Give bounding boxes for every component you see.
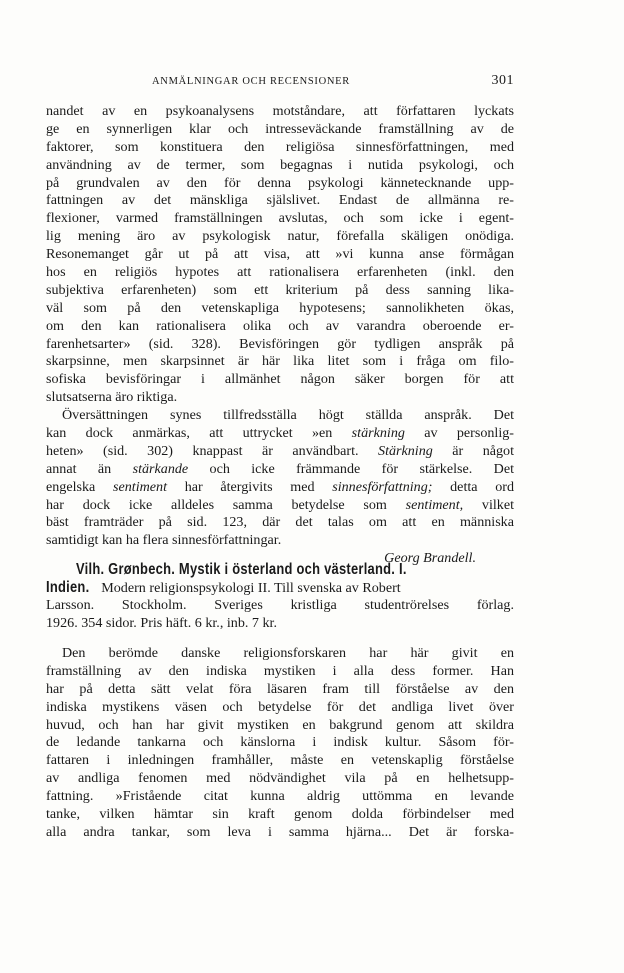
text-segment: Översättningen synes tillfredsställa högt ställda anspråk. Det	[62, 407, 514, 424]
text-line	[46, 443, 514, 461]
text-line: av andliga fenomen med nödvändighet vila på en helhetsupp-	[46, 770, 514, 787]
text-line: de ledande tankarna och känslorna i indisk kultur. Såsom för-	[46, 734, 514, 751]
text-line: 1926. 354 sidor. Pris häft. 6 kr., inb. 7 kr.	[46, 614, 277, 631]
text-segment: kan dock anmärkas, att uttrycket »en	[46, 425, 352, 442]
text-segment: vilket	[463, 496, 514, 513]
italic-term: stärkning	[351, 425, 405, 442]
running-title: ANMÄLNINGAR OCH RECENSIONER	[152, 76, 350, 87]
text-segment: har dock icke alldeles samma betydelse som	[46, 496, 406, 513]
text-line	[46, 497, 514, 515]
text-line	[46, 479, 514, 497]
text-line: slutsatserna äro riktiga.	[46, 389, 178, 406]
text-line: alla andra tankar, som leva i samma hjärna... Det är forska-	[46, 823, 514, 840]
italic-term: sinnesförfattning;	[332, 478, 433, 495]
text-line: Resonemanget går ut på att visa, att »vi kunna anse förmågan	[46, 246, 514, 263]
review-gronbech-body	[46, 645, 514, 842]
text-line: flexioner, varmed framställningen avslutas, och som icke i egent-	[46, 210, 514, 227]
text-line: nandet av en psykoanalysens motståndare, att författaren lyckats	[46, 103, 514, 119]
entry-title: Vilh. Grønbech. Mystik i österland och västerland. I.	[76, 561, 407, 578]
text-line: användning av de termer, som begagnas i nutida psykologi, och	[46, 156, 514, 173]
text-line: subjektiva erfarenheten) som ett kriterium på dess sanning lika-	[46, 281, 514, 298]
entry-title-continued: Indien.	[46, 578, 90, 596]
text-line: framställning av den indiska mystiken i alla dess former. Han	[46, 662, 514, 679]
italic-term: sentiment	[113, 478, 168, 495]
text-line: om den kan rationalisera olika och av varandra oberoende er-	[46, 317, 514, 334]
text-segment: av personlig-	[404, 425, 514, 442]
review-brandell	[46, 103, 514, 568]
text-line: fattning. »Fristående citat kunna aldrig uttömma en levande	[46, 788, 514, 805]
text-segment: och icke främmande för stärkelse. Det	[188, 460, 515, 477]
text-segment: har återgivits med	[167, 478, 333, 495]
text-line: skarpsinne, men skarpsinnet är här lika litet som i fråga om filo-	[46, 353, 514, 370]
text-line: Larsson. Stockholm. Sveriges kristliga studentrörelses förlag.	[46, 596, 514, 613]
italic-term: Stärkning	[378, 442, 433, 459]
text-segment: samtidigt kan ha flera sinnesförfattningar.	[46, 532, 282, 549]
text-line: indiska mystikens väsen och betydelse för det andliga livet över	[46, 698, 514, 715]
text-line: har på detta sätt velat föra läsaren fram till förståelse av den	[46, 680, 514, 697]
text-line	[46, 407, 514, 425]
text-line	[46, 514, 514, 532]
text-line: lig mening äro av psykologisk natur, förefalla skäligen onödiga.	[46, 228, 514, 245]
biblio-line-1: Modern religionspsykologi II. Till svenska av Robert	[97, 579, 401, 596]
text-segment: annat än	[46, 460, 133, 477]
italic-term: sentiment,	[405, 496, 464, 513]
text-line	[46, 532, 514, 550]
text-segment: heten» (sid. 302) knappast är användbart.	[46, 442, 379, 459]
entry-heading	[46, 561, 514, 633]
text-line: sofiska bevisföringar i allmänhet någon säker borgen för att	[46, 371, 514, 388]
text-line: fattningen av det mänskliga själslivet. Endast de allmänna re-	[46, 192, 514, 209]
page-number: 301	[491, 73, 514, 88]
text-segment: engelska	[46, 478, 113, 495]
italic-term: stärkande	[132, 460, 189, 477]
text-line: på grundvalen av den för denna psykologi kännetecknande upp-	[46, 174, 514, 191]
review-paragraph-2	[46, 407, 514, 550]
text-line	[46, 425, 514, 443]
text-line: hos en religiös hypotes att rationalisera erfarenheten (inkl. den	[46, 264, 514, 281]
text-line: ge en synnerligen klar och intresseväckande framställning av de	[46, 120, 514, 137]
review-paragraph-1	[46, 103, 514, 407]
review-signature: Georg Brandell.	[384, 550, 476, 567]
text-line	[46, 461, 514, 479]
text-line: farenhetsarter» (sid. 328). Bevisföringen gör tydligen anspråk på	[46, 335, 514, 352]
text-line: fattaren i inledningen framhåller, måste en vetenskaplig förståelse	[46, 752, 514, 769]
review-gronbech-paragraph	[46, 645, 514, 842]
text-line: faktorer, som konstituera den religiösa sinnesförfattningen, med	[46, 138, 514, 155]
text-line: tanke, vilken hämtar sin kraft genom dolda förbindelser med	[46, 806, 514, 823]
text-line: huvud, och han har givit mystiken en bakgrund genom att skildra	[46, 716, 514, 733]
text-line: väl som på den vetenskapliga hypotesens; sannolikheten ökas,	[46, 299, 514, 316]
text-segment: detta ord	[432, 478, 514, 495]
text-segment: bäst framträder på sid. 123, där det talas om att en människa	[46, 514, 514, 531]
text-line: Den berömde danske religionsforskaren har här givit en	[62, 645, 514, 661]
bibliographic-details	[46, 597, 514, 633]
text-segment: är något	[432, 442, 515, 459]
